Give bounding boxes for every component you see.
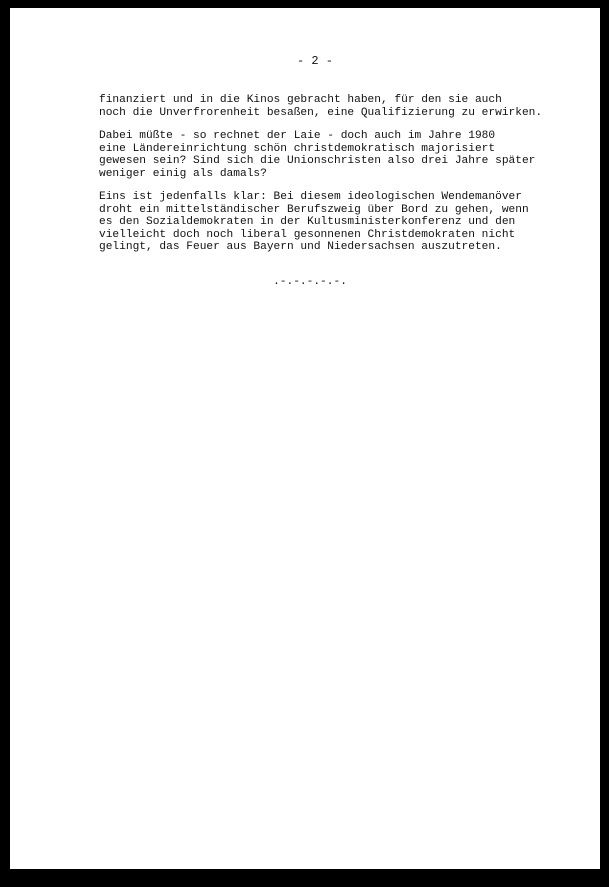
page-number: - 2 -	[296, 54, 333, 68]
paragraph	[99, 191, 569, 254]
text-line: noch die Unverfrorenheit besaßen, eine Qualifizierung zu erwirken.	[99, 106, 543, 119]
text-line: gelingt, das Feuer aus Bayern und Niedersachsen auszutreten.	[99, 241, 502, 253]
text-line: Dabei müßte - so rechnet der Laie - doch auch im Jahre 1980	[99, 130, 496, 142]
text-line: vielleicht doch noch liberal gesonnenen Christdemokraten nicht	[99, 228, 516, 241]
end-mark: .-.-.-.-.-.	[273, 276, 347, 288]
text-line: eine Ländereinrichtung schön christdemokratisch majorisiert	[99, 142, 496, 155]
text-line: weniger einig als damals?	[99, 167, 267, 180]
paragraph	[99, 94, 569, 119]
text-line: Eins ist jedenfalls klar: Bei diesem ideologischen Wendemanöver	[99, 191, 522, 203]
document-page	[10, 8, 600, 869]
text-line: es den Sozialdemokraten in der Kultusministerkonferenz und den	[99, 216, 516, 228]
text-line: gewesen sein? Sind sich die Unionschristen also drei Jahre später	[99, 155, 536, 167]
text-line: droht ein mittelständischer Berufszweig über Bord zu gehen, wenn	[99, 203, 529, 216]
paragraph	[99, 130, 569, 180]
text-line: finanziert und in die Kinos gebracht haben, für den sie auch	[99, 94, 502, 106]
